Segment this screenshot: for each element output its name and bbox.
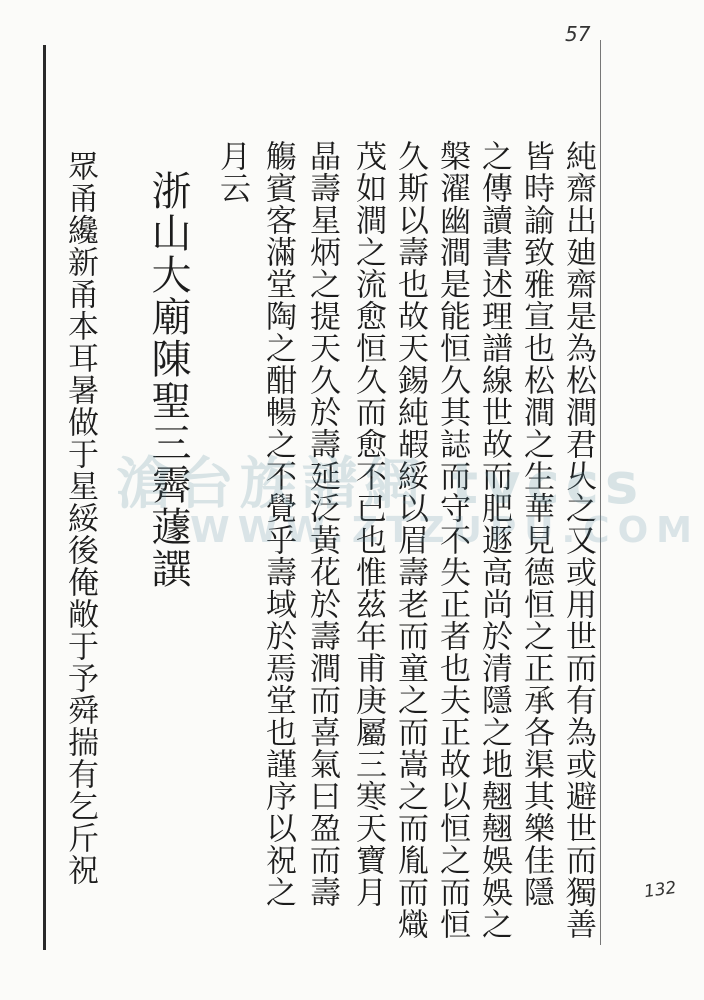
- text-column-2: 皆時諭致雅宣也松澗之生華見德恒之正承各渠其樂佳隱: [518, 140, 554, 908]
- note-column: 眾甬纔新甬本耳暑做于星綏後俺敞于予舜揣有乞斤祝: [62, 150, 98, 886]
- text-column-1: 純齋出廸齋是為松澗君乆之又或用世而有為或避世而獨善: [560, 140, 596, 940]
- text-column-8: 觴賓客滿堂陶之酣暢之不覺乎壽域於焉堂也謹序以祝之: [260, 140, 296, 908]
- author-title-column: 浙山大廟陳聖三霽蘧譔: [145, 170, 191, 590]
- watermark-text: 滄台族譜網 tvccs: [115, 452, 645, 517]
- text-column-5: 久斯以壽也故天錫純嘏綏以眉壽老而童之而嵩之而胤而熾: [392, 140, 428, 940]
- text-column-3: 之傳讀書述理譜線世故而肥遯高尚於清隱之地翹翹娛娛之: [476, 140, 512, 940]
- text-column-9: 月云: [214, 140, 250, 204]
- page-border-left: [43, 45, 46, 950]
- side-page-number: 132: [642, 877, 678, 903]
- watermark-url: WWW.ZTZUPU.COM: [190, 510, 701, 551]
- text-column-6: 茂如澗之流愈恒久而愈不已也惟茲年甫庚屬三寒天寶月: [350, 140, 386, 908]
- text-column-7: 晶壽星炳之提天久於壽延泛黃花於壽澗而喜氣曰盈而壽: [304, 140, 340, 908]
- page-number: 57: [565, 22, 591, 46]
- text-column-4: 槃濯幽澗是能恒久其誌而守不失正者也夫正故以恒之而恒: [434, 140, 470, 940]
